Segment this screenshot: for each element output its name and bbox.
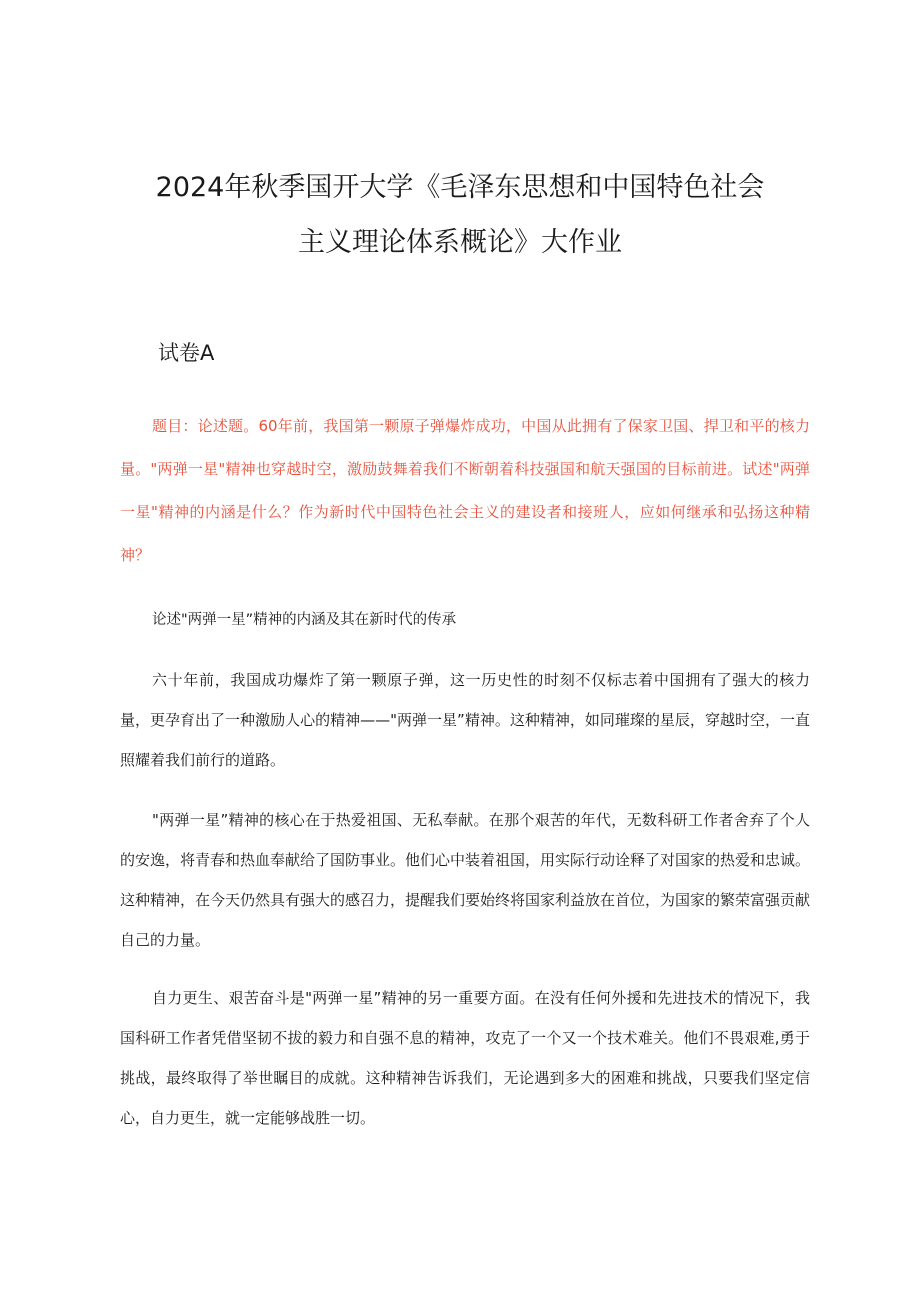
document-title-line-1: 2024年秋季国开大学《毛泽东思想和中国特色社会 — [155, 172, 765, 203]
document-title-line-2: 主义理论体系概论》大作业 — [298, 227, 622, 258]
body-paragraph-3: 自力更生、艰苦奋斗是"两弹一星”精神的另一重要方面。在没有任何外援和先进技术的情况下，我国科研工作者凭借坚韧不拔的毅力和自强不息的精神，攻克了一个又一个技术难关。他们不畏艰难,勇于挑战，最终取得了举世瞩目的成就。这种精神告诉我们，无论遇到多大的困难和挑战，只要我们坚定信心，自力更生，就一定能够战胜一切。 — [120, 989, 810, 1127]
essay-title: 论述"两弹一星”精神的内涵及其在新时代的传承 — [152, 612, 457, 628]
body-paragraph-1: 六十年前，我国成功爆炸了第一颗原子弹，这一历史性的时刻不仅标志着中国拥有了强大的核力量，更孕育出了一种激励人心的精神——"两弹一星”精神。这种精神，如同璀璨的星辰，穿越时空，一直照耀着我们前行的道路。 — [120, 671, 810, 769]
question-text: 题目：论述题。60年前，我国第一颗原子弹爆炸成功，中国从此拥有了保家卫国、捍卫和平的核力量。"两弹一星"精神也穿越时空，激励鼓舞着我们不断朝着科技强国和航天强国的目标前进。试述"两弹一星"精神的内涵是什么？作为新时代中国特色社会主义的建设者和接班人，应如何继承和弘扬这种精神？ — [120, 417, 810, 564]
document-title — [110, 160, 810, 270]
paper-label: 试卷A — [158, 341, 215, 365]
body-paragraph-2: "两弹一星”精神的核心在于热爱祖国、无私奉献。在那个艰苦的年代，无数科研工作者舍弃了个人的安逸，将青春和热血奉献给了国防事业。他们心中装着祖国，用实际行动诠释了对国家的热爱和忠诚。这种精神，在今天仍然具有强大的感召力，提醒我们要始终将国家利益放在首位，为国家的繁荣富强贡献自己的力量。 — [120, 811, 811, 949]
